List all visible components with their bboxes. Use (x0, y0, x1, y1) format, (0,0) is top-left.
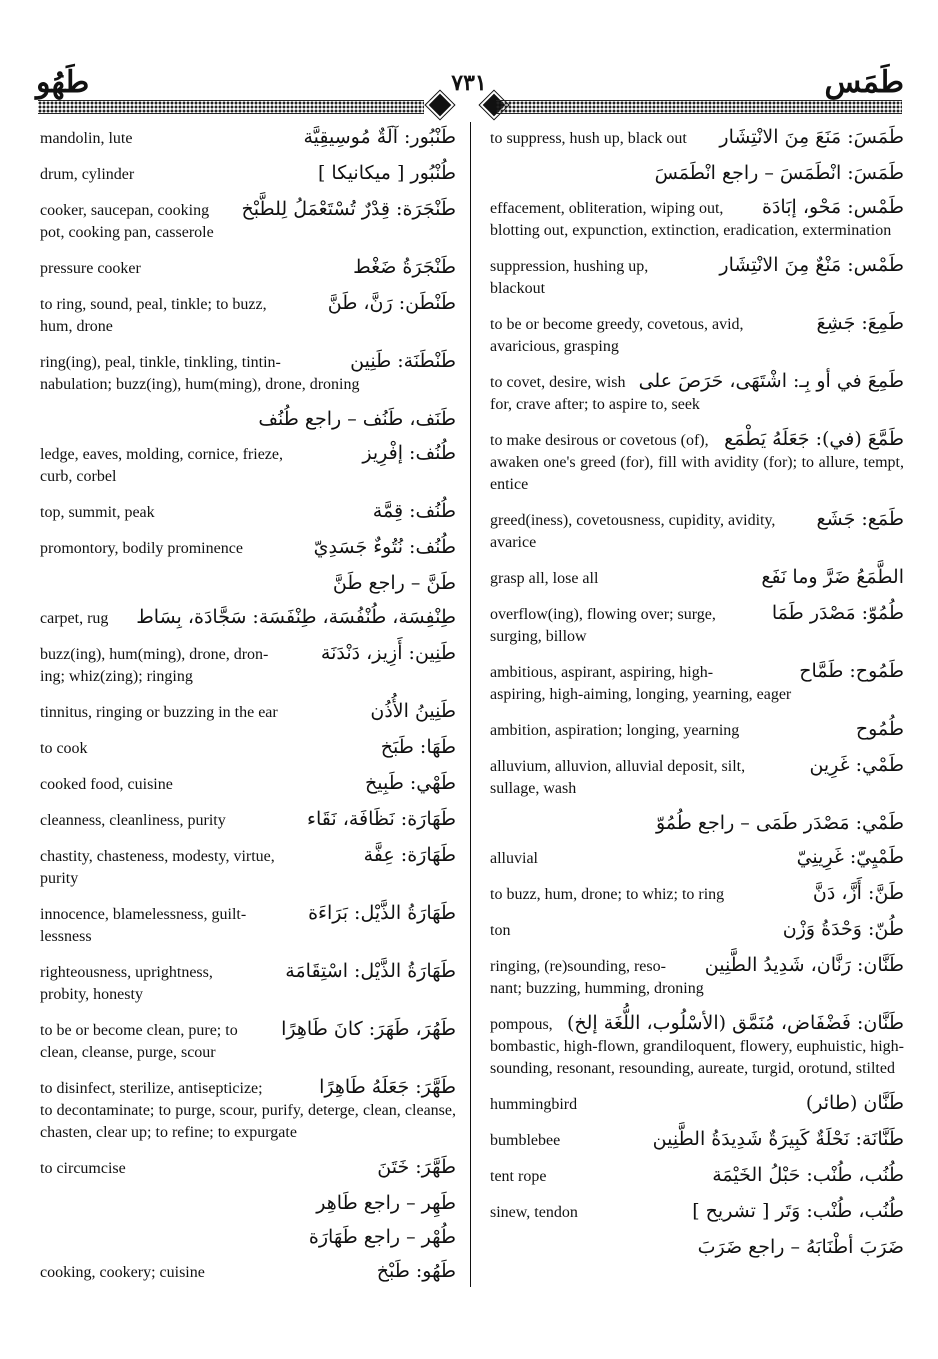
dictionary-entry (40, 1192, 456, 1214)
arabic-headword: طَمَسَ: مَنَعَ مِنَ الانْتِشَار (719, 126, 904, 148)
page-number: ٧٣١ (451, 70, 487, 96)
dictionary-entry (40, 572, 456, 594)
arabic-headword: طَمْس: مَحْو، إبَادَة (762, 196, 904, 218)
english-definition-continued: for, crave after; to aspire to, seek (490, 396, 700, 413)
english-definition: to cook (40, 740, 88, 757)
english-definition: chastity, chasteness, modesty, virtue, (40, 848, 275, 865)
english-definition: drum, cylinder (40, 166, 135, 183)
arabic-headword: طَهَّرَ: خَتَنَ (377, 1156, 456, 1178)
dictionary-entry (490, 954, 904, 1000)
english-definition-continued: avaricious, grasping (490, 338, 619, 355)
english-definition: ambitious, aspirant, aspiring, high- (490, 664, 714, 681)
arabic-headword: طِنْفِسَة، طُنْفُسَة، طِنْفَسَة: سَجَّادَة، بِسَاط (136, 606, 456, 628)
english-definition-continued: purity (40, 870, 79, 887)
column-divider (470, 122, 471, 1287)
english-definition-continued: clean, cleanse, purge, scour (40, 1044, 216, 1061)
english-definition: cleanness, cleanliness, purity (40, 812, 226, 829)
arabic-headword: طَهَارَةُ الذَّيْل: اسْتِقَامَة (285, 960, 456, 982)
arabic-headword: طَهُو: طَبْخ (376, 1260, 456, 1282)
arabic-headword: طَمْي: غَرِين (809, 754, 904, 776)
dictionary-entry (40, 960, 456, 1006)
right-column (490, 126, 904, 1270)
arabic-headword: طُمُوح (855, 718, 904, 740)
arabic-headword: طَنِين: أَزِيز، دَنْدَنَة (320, 642, 456, 664)
english-definition: to circumcise (40, 1160, 126, 1177)
arabic-headword: طَنَّانَة: نَحْلَةٌ كَبِيرَةٌ شَدِيدَةُ الطَّنِين (652, 1128, 904, 1150)
english-definition: ton (490, 922, 511, 939)
english-definition: tent rope (490, 1168, 547, 1185)
arabic-headword: طُنُف: قِمَّة (372, 500, 456, 522)
english-definition-continued: bombastic, high-flown, grandiloquent, flowery, euphuistic, high-sounding, resonant, resounding, aureate, turgid, orotund, stilted (490, 1038, 904, 1077)
dictionary-entry (40, 1156, 456, 1180)
arabic-headword: طُنُب، طُنْب: حَبْلُ الخَيْمَة (712, 1164, 904, 1186)
english-definition: to be or become clean, pure; to (40, 1022, 238, 1039)
english-definition: promontory, bodily prominence (40, 540, 243, 557)
arabic-headword: طَمَسَ: انْطَمَسَ – راجع انْطَمَسَ (654, 162, 904, 184)
english-definition: ring(ing), peal, tinkle, tinkling, tintin- (40, 354, 281, 371)
english-definition: alluvial (490, 850, 538, 867)
english-definition-continued: blotting out, expunction, extinction, eradication, extermination (490, 222, 892, 239)
arabic-headword: طُنُف: إفْرِيز (362, 442, 456, 464)
english-definition: cooking, cookery; cuisine (40, 1264, 205, 1281)
arabic-headword: طُنّ: وَحْدَةُ وَزْن (782, 918, 904, 940)
guide-word-left: طَهُو (36, 65, 90, 100)
english-definition: hummingbird (490, 1096, 578, 1113)
dictionary-entry (40, 1260, 456, 1284)
dictionary-entry (40, 844, 456, 890)
english-definition: grasp all, lose all (490, 570, 599, 587)
english-definition-continued: to decontaminate; to purge, scour, purify, deterge, clean, cleanse, chasten, clear up; to refine; to expurgate (40, 1102, 456, 1141)
english-definition: overflow(ing), flowing over; surge, (490, 606, 716, 623)
english-definition-continued: aspiring, high-aiming, longing, yearning, eager (490, 686, 792, 703)
english-definition: buzz(ing), hum(ming), drone, dron- (40, 646, 269, 663)
dictionary-entry (40, 808, 456, 832)
dictionary-entry (490, 1128, 904, 1152)
english-definition: greed(iness), covetousness, cupidity, avidity, (490, 512, 776, 529)
arabic-headword: طَمِعَ: جَشِعَ (816, 312, 904, 334)
dictionary-entry (490, 718, 904, 742)
english-definition: sinew, tendon (490, 1204, 578, 1221)
guide-word-right: طَمَس (824, 65, 904, 100)
arabic-headword: طُمُوّ: مَصْدَر طَمَا (771, 602, 904, 624)
dictionary-entry (490, 370, 904, 416)
dictionary-entry (490, 918, 904, 942)
english-definition: suppression, hushing up, (490, 258, 649, 275)
english-definition-continued: nabulation; buzz(ing), hum(ming), drone, droning (40, 376, 360, 393)
dictionary-entry (490, 162, 904, 184)
arabic-headword: طَنْبُور: آلَةٌ مُوسِيقِيَّة (303, 126, 456, 148)
arabic-headword: طَنْجَرَةُ ضَغْط (353, 256, 456, 278)
english-definition: cooked food, cuisine (40, 776, 173, 793)
english-definition: pressure cooker (40, 260, 141, 277)
english-definition-continued: nant; buzzing, humming, droning (490, 980, 704, 997)
arabic-headword: طَهُرَ، طَهَرَ: كانَ طَاهِرًا (281, 1018, 456, 1040)
english-definition-continued: surging, billow (490, 628, 587, 645)
dictionary-entry (490, 196, 904, 242)
dictionary-entry (490, 508, 904, 554)
dictionary-entry (40, 292, 456, 338)
dictionary-entry (490, 428, 904, 496)
arabic-headword: طَمْي: مَصْدَر طَمَى – راجع طُمُوّ (655, 812, 904, 834)
english-definition-continued: pot, cooking pan, casserole (40, 224, 214, 241)
english-definition: to suppress, hush up, black out (490, 130, 687, 147)
arabic-headword: ضَرَبَ أطْنَابَهُ – راجع ضَرَبَ (697, 1236, 904, 1258)
english-definition-continued: sullage, wash (490, 780, 577, 797)
arabic-headword: طُهْر – راجع طَهَارَة (308, 1226, 456, 1248)
arabic-headword: طَمَّعَ (في): جَعَلَهُ يَطْمَع (724, 428, 904, 450)
arabic-headword: طَمَع: جَشَع (816, 508, 904, 530)
arabic-headword: طَهَّرَ: جَعَلَهُ طَاهِرًا (319, 1076, 456, 1098)
english-definition: tinnitus, ringing or buzzing in the ear (40, 704, 278, 721)
dictionary-entry (40, 772, 456, 796)
english-definition: ledge, eaves, molding, cornice, frieze, (40, 446, 283, 463)
english-definition-continued: avarice (490, 534, 537, 551)
english-definition: ambition, aspiration; longing, yearning (490, 722, 740, 739)
english-definition: to ring, sound, peal, tinkle; to buzz, (40, 296, 267, 313)
arabic-headword: طَنِينُ الأُذُن (370, 700, 456, 722)
english-definition-continued: probity, honesty (40, 986, 143, 1003)
arabic-headword: طَنَّان (طائر) (805, 1092, 904, 1114)
dictionary-entry (40, 442, 456, 488)
english-definition: bumblebee (490, 1132, 561, 1149)
english-definition-continued: awaken one's greed (for), fill with avidity (for); to allure, tempt, entice (490, 454, 904, 493)
dictionary-entry (490, 126, 904, 150)
dictionary-entry (490, 754, 904, 800)
english-definition-continued: hum, drone (40, 318, 113, 335)
english-definition-continued: blackout (490, 280, 546, 297)
dictionary-entry (40, 198, 456, 244)
arabic-headword: طَنَّ: أَزَّ، دَنَّ (812, 882, 904, 904)
english-definition-continued: ing; whiz(zing); ringing (40, 668, 193, 685)
english-definition: to make desirous or covetous (of), (490, 432, 709, 449)
dictionary-entry (40, 350, 456, 396)
dictionary-entry (490, 254, 904, 300)
dictionary-entry (40, 736, 456, 760)
arabic-headword: طَنَف، طَنُف – راجع طُنُف (258, 408, 456, 430)
dictionary-entry (490, 1092, 904, 1116)
left-column (40, 126, 456, 1296)
dictionary-entry (490, 1200, 904, 1224)
dictionary-entry (40, 126, 456, 150)
arabic-headword: طَنَّ – راجع طَنَّ (332, 572, 456, 594)
arabic-headword: طَنْطَن: رَنَّ، طَنَّ (327, 292, 456, 314)
english-definition-continued: lessness (40, 928, 92, 945)
arabic-headword: طَمُوح: طَمَّاح (799, 660, 904, 682)
header-rule-left (38, 100, 424, 114)
arabic-headword: طَنَّان: رَنَّان، شَدِيدُ الطَّنِين (704, 954, 904, 976)
arabic-headword: طَمِعَ في أو بِـ: اشْتَهَى، حَرَصَ على (638, 370, 904, 392)
arabic-headword: الطَّمَعُ ضَرَّ وما نَفَع (761, 566, 904, 588)
dictionary-entry (40, 1226, 456, 1248)
dictionary-entry (40, 1018, 456, 1064)
dictionary-entry (490, 1236, 904, 1258)
dictionary-entry (490, 1164, 904, 1188)
header-rule-right (496, 100, 902, 114)
arabic-headword: طَهَارَة: نَظَافَة، نَقَاء (307, 808, 456, 830)
english-definition: innocence, blamelessness, guilt- (40, 906, 247, 923)
english-definition: to covet, desire, wish (490, 374, 626, 391)
english-definition: to disinfect, sterilize, antisepticize; (40, 1080, 263, 1097)
english-definition: top, summit, peak (40, 504, 155, 521)
dictionary-entry (490, 882, 904, 906)
english-definition: to buzz, hum, drone; to whiz; to ring (490, 886, 725, 903)
dictionary-entry (40, 256, 456, 280)
dictionary-entry (490, 602, 904, 648)
arabic-headword: طُنْبُور [ ميكانيكا ] (317, 162, 456, 184)
english-definition-continued: curb, corbel (40, 468, 117, 485)
arabic-headword: طَهَارَةُ الذَّيْل: بَرَاءَة (308, 902, 456, 924)
dictionary-entry (40, 606, 456, 630)
dictionary-entry (490, 846, 904, 870)
english-definition: effacement, obliteration, wiping out, (490, 200, 724, 217)
arabic-headword: طَمْس: مَنْعٌ مِنَ الانْتِشَار (719, 254, 904, 276)
dictionary-entry (490, 566, 904, 590)
dictionary-entry (490, 812, 904, 834)
dictionary-entry (40, 642, 456, 688)
dictionary-entry (40, 500, 456, 524)
arabic-headword: طَهِر – راجع طَاهِر (316, 1192, 456, 1214)
english-definition: alluvium, alluvion, alluvial deposit, silt, (490, 758, 746, 775)
dictionary-entry (40, 700, 456, 724)
dictionary-entry (40, 536, 456, 560)
dictionary-entry (490, 660, 904, 706)
english-definition: pompous, (490, 1016, 553, 1033)
arabic-headword: طَهَارَة: عِفَّة (363, 844, 456, 866)
arabic-headword: طُنُب، طُنْب: وَتَر [ تشريح ] (692, 1200, 904, 1222)
english-definition: carpet, rug (40, 610, 109, 627)
dictionary-entry (490, 312, 904, 358)
dictionary-entry (40, 162, 456, 186)
english-definition: cooker, saucepan, cooking (40, 202, 210, 219)
english-definition: to be or become greedy, covetous, avid, (490, 316, 744, 333)
arabic-headword: طَمْيِيّ: غَرِينِيّ (796, 846, 904, 868)
english-definition: mandolin, lute (40, 130, 133, 147)
arabic-headword: طُنُف: نُتُوءٌ جَسَدِيّ (313, 536, 456, 558)
english-definition: ringing, (re)sounding, reso- (490, 958, 666, 975)
arabic-headword: طَنْطَنَة: طَنِين (350, 350, 456, 372)
arabic-headword: طَهَا: طَبَخ (380, 736, 456, 758)
arabic-headword: طَنَّان: فَضْفَاض، مُنَمَّق (الأسْلُوب، اللُّغَة إلخ) (566, 1012, 904, 1034)
arabic-headword: طَنْجَرَة: قِدْرٌ تُسْتَعْمَلُ لِلطَّبْخ (241, 198, 456, 220)
dictionary-entry (40, 1076, 456, 1144)
arabic-headword: طَهْي: طَبِيخ (364, 772, 456, 794)
dictionary-entry (40, 408, 456, 430)
dictionary-entry (490, 1012, 904, 1080)
dictionary-entry (40, 902, 456, 948)
english-definition: righteousness, uprightness, (40, 964, 213, 981)
